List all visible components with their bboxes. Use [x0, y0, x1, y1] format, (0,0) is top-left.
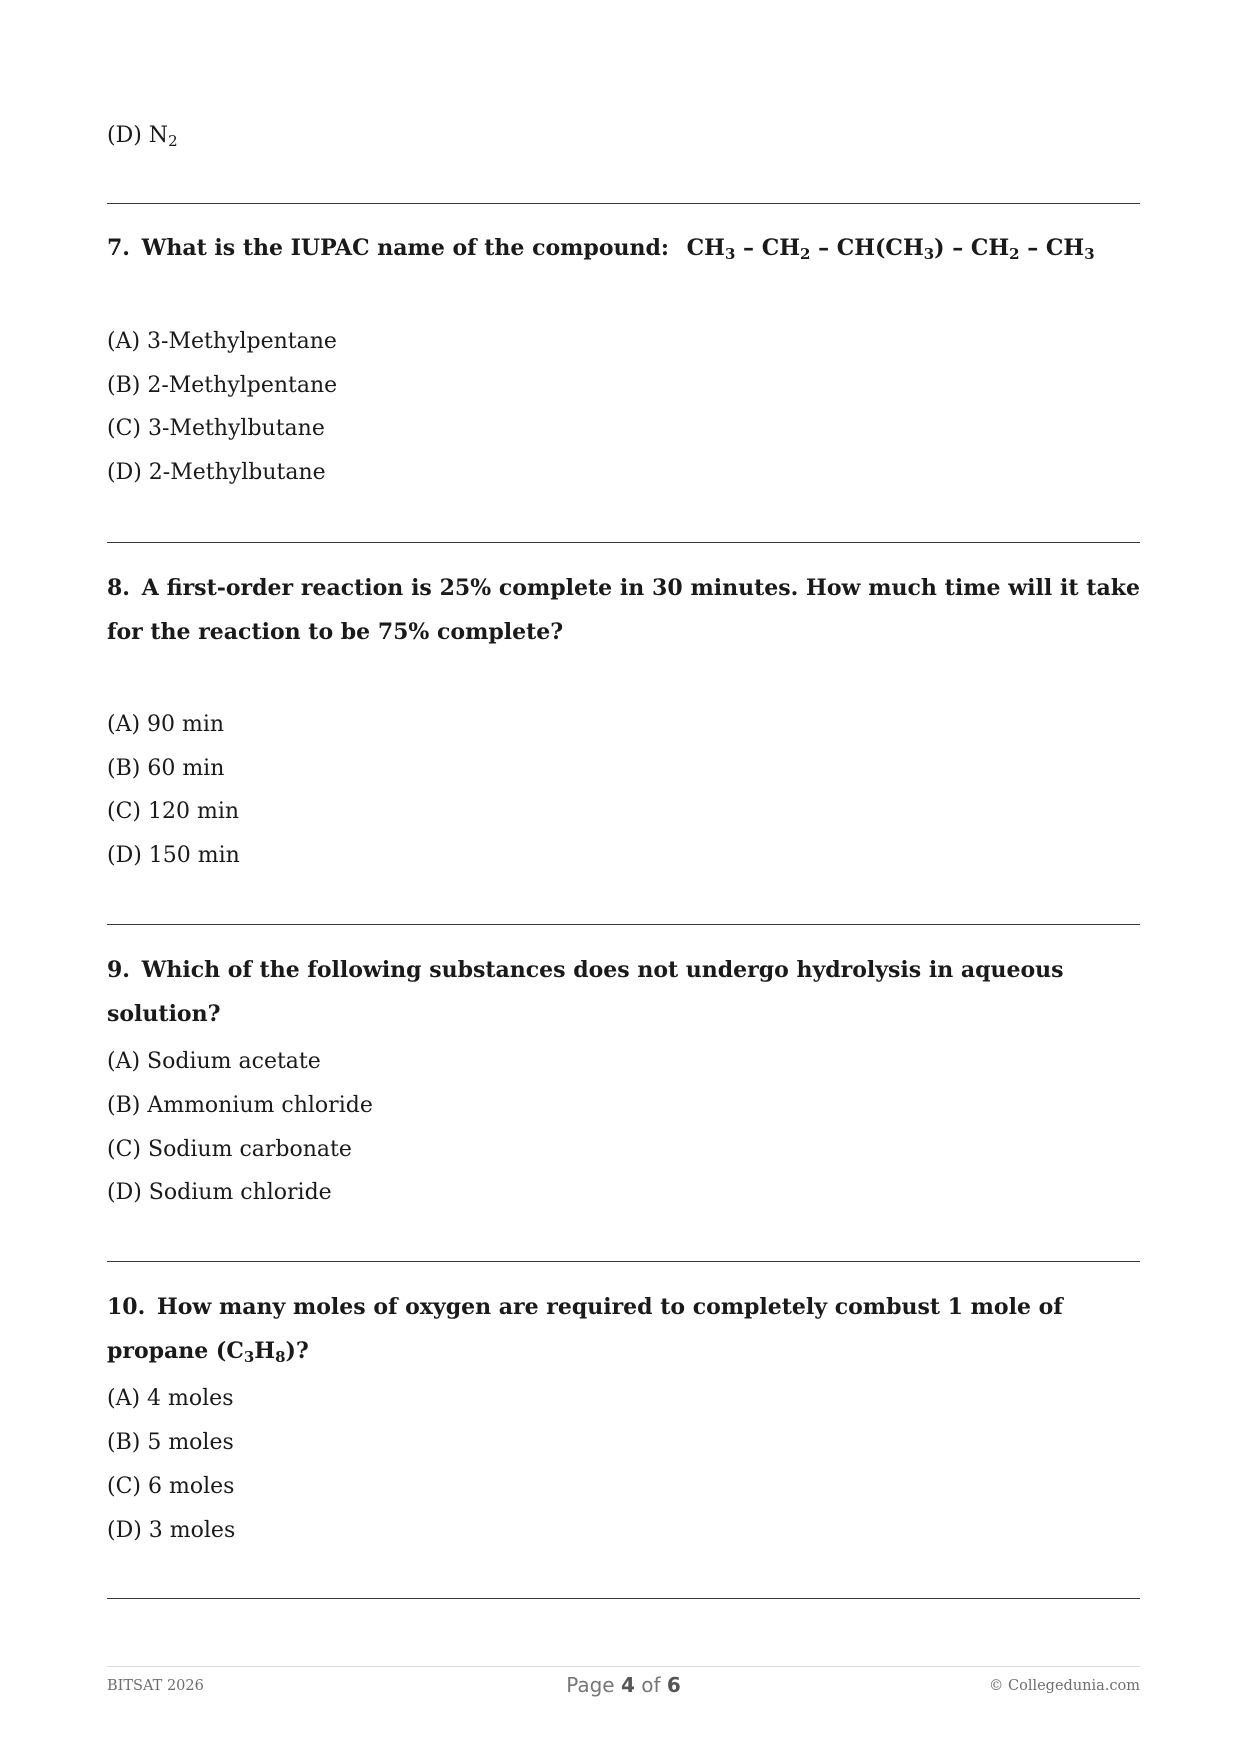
q10-option-a: (A) 4 moles — [107, 1386, 234, 1411]
question-number: 10. — [107, 1294, 146, 1320]
question-separator — [107, 203, 1140, 204]
q7-option-d: (D) 2-Methylbutane — [107, 460, 326, 485]
question-separator — [107, 924, 1140, 925]
question-number: 8. — [107, 575, 130, 601]
question-10 — [107, 1285, 1140, 1373]
q7-option-a: (A) 3-Methylpentane — [107, 329, 337, 354]
page-number: Page 4 of 6 — [566, 1673, 681, 1697]
footer-divider — [107, 1666, 1140, 1667]
footer-copyright: © Collegedunia.com — [988, 1678, 1140, 1694]
question-separator — [107, 1598, 1140, 1599]
q10-option-b: (B) 5 moles — [107, 1430, 234, 1455]
question-number: 9. — [107, 957, 130, 983]
question-text: A first-order reaction is 25% complete in 30 minutes. How much time will it take for the reaction to be 75% complete? — [107, 575, 1140, 645]
q10-option-c: (C) 6 moles — [107, 1474, 235, 1499]
q9-option-c: (C) Sodium carbonate — [107, 1137, 352, 1162]
q7-option-c: (C) 3-Methylbutane — [107, 416, 325, 441]
question-separator — [107, 542, 1140, 543]
q9-option-d: (D) Sodium chloride — [107, 1180, 332, 1205]
exam-page — [107, 0, 1140, 1754]
compound-formula: $CH_3 - CH_2 - CH(CH_3) - CH_2 - CH_3$ — [686, 235, 1095, 264]
q8-option-d: (D) 150 min — [107, 843, 240, 868]
q8-option-c: (C) 120 min — [107, 799, 240, 824]
question-text: What is the IUPAC name of the compound: — [141, 235, 669, 261]
q6-option-d: (D) $N_2$ — [107, 123, 178, 151]
q7-option-b: (B) 2-Methylpentane — [107, 373, 338, 398]
question-number: 7. — [107, 235, 130, 261]
footer-exam-name: BITSAT 2026 — [107, 1678, 204, 1694]
q9-option-b: (B) Ammonium chloride — [107, 1093, 373, 1118]
question-text: How many moles of oxygen are required to completely combust 1 mole of propane $(C_3H_8)$? — [107, 1294, 1063, 1367]
question-text: Which of the following substances does not undergo hydrolysis in aqueous solution? — [107, 957, 1064, 1027]
question-separator — [107, 1261, 1140, 1262]
question-8 — [107, 566, 1140, 654]
q10-option-d: (D) 3 moles — [107, 1518, 236, 1543]
question-9 — [107, 948, 1140, 1036]
q9-option-a: (A) Sodium acetate — [107, 1049, 321, 1074]
q8-option-b: (B) 60 min — [107, 756, 225, 781]
q8-option-a: (A) 90 min — [107, 712, 225, 737]
question-7 — [107, 226, 1140, 270]
